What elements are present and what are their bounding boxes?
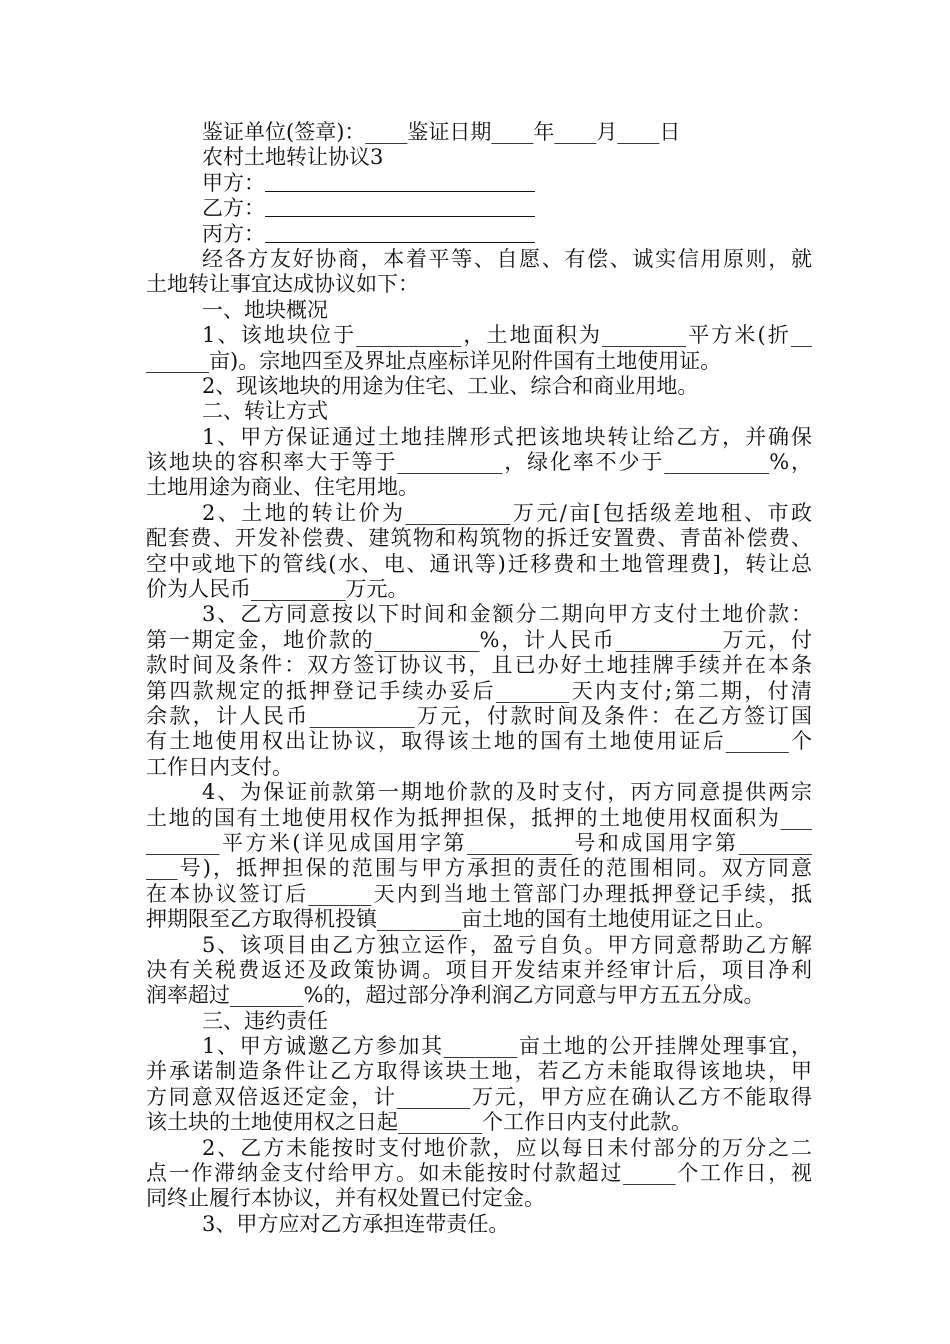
section-1-clause-1 xyxy=(146,323,812,374)
text-line: 2、乙方未能按时支付地价款，应以每日未付部分的万分之二 xyxy=(202,1135,812,1160)
text-line: 配套费、开发补偿费、建筑物和构筑物的拆迁安置费、青苗补偿费、 xyxy=(146,526,812,551)
text-line: 该土块的土地使用权之日起________个工作日内支付此款。 xyxy=(146,1110,692,1135)
text-line: 土地用途为商业、住宅用地。 xyxy=(146,475,419,500)
text-line: 决有关税费返还及政策协调。项目开发结束并经审计后，项目净利 xyxy=(146,957,812,982)
section-3-clause-2 xyxy=(146,1136,812,1212)
section-1-heading: 一、地块概况 xyxy=(202,297,328,322)
section-2-clause-3 xyxy=(146,602,812,780)
text-line: 1、甲方保证通过土地挂牌形式把该地块转让给乙方，并确保 xyxy=(202,424,812,449)
text-line: 工作日内支付。 xyxy=(146,754,293,779)
party-c-line xyxy=(146,222,812,247)
section-2-clause-1 xyxy=(146,425,812,501)
text-line: 1、甲方诚邀乙方参加其_______亩土地的公开挂牌处理事宜， xyxy=(202,1034,812,1059)
document-title: 农村土地转让协议3 xyxy=(202,145,384,170)
text-line: 押期限至乙方取得机投镇________亩土地的国有土地使用证之日止。 xyxy=(146,907,776,932)
section-2-heading: 二、转让方式 xyxy=(202,399,328,424)
party-b-line xyxy=(146,196,812,221)
text-line: 4、为保证前款第一期地价款的及时支付，丙方同意提供两宗 xyxy=(202,780,812,805)
text-line: 5、该项目由乙方独立运作，盈亏自负。甲方同意帮助乙方解 xyxy=(202,932,812,957)
text-line: 价为人民币_________万元。 xyxy=(146,577,409,602)
party-a-blank xyxy=(265,172,535,192)
text-line: 3、乙方同意按以下时间和金额分二期向甲方支付土地价款： xyxy=(202,602,812,627)
party-a-line xyxy=(146,171,812,196)
section-3-heading: 三、违约责任 xyxy=(202,1008,328,1033)
text-line: ______亩)。宗地四至及界址点座标详见附件国有土地使用证。 xyxy=(146,348,722,373)
section-2-clause-4 xyxy=(146,780,812,932)
party-b-label: 乙方： xyxy=(202,196,265,221)
text-line: 经各方友好协商，本着平等、自愿、有偿、诚实信用原则，就 xyxy=(202,246,812,271)
text-line: 款时间及条件：双方签订协议书，且已办好土地挂牌手续并在本条 xyxy=(146,653,812,678)
verification-line: 鉴证单位(签章)：____鉴证日期____年____月____日 xyxy=(202,120,681,144)
text-line: ___号)，抵押担保的范围与甲方承担的责任的范围相同。双方同意 xyxy=(146,856,812,881)
section-1-clause-2: 2、现该地块的用途为住宅、工业、综合和商业用地。 xyxy=(202,373,699,398)
section-2-clause-2 xyxy=(146,501,812,603)
party-c-blank xyxy=(265,223,535,243)
text-line: 土地转让事宜达成协议如下： xyxy=(146,272,419,297)
text-line: 该地块的容积率大于等于__________，绿化率不少于__________%， xyxy=(146,450,812,475)
section-3-clause-3: 3、甲方应对乙方承担连带责任。 xyxy=(202,1211,510,1236)
text-line: 润率超过_______%的，超过部分净利润乙方同意与甲方五五分成。 xyxy=(146,983,765,1008)
section-2-clause-5 xyxy=(146,933,812,1009)
text-line: 方同意双倍返还定金，计_______万元，甲方应在确认乙方不能取得 xyxy=(146,1084,812,1109)
text-line: 第一期定金，地价款的__________%，计人民币__________万元，付 xyxy=(146,627,812,652)
party-a-label: 甲方： xyxy=(202,170,265,195)
text-line: _______平方米(详见成国用字第__________号和成国用字第_______ xyxy=(146,830,812,855)
party-c-label: 丙方： xyxy=(202,221,265,246)
text-line: 空中或地下的管线(水、电、通讯等)迁移费和土地管理费]，转让总 xyxy=(146,551,812,576)
section-3-clause-1 xyxy=(146,1034,812,1136)
text-line: 并承诺制造条件让乙方取得该块土地，若乙方未能取得该地块，甲 xyxy=(146,1059,812,1084)
text-line: 土地的国有土地使用权作为抵押担保，抵押的土地使用权面积为___ xyxy=(146,805,812,830)
text-line: 1、该地块位于__________，土地面积为________平方米(折__ xyxy=(202,323,812,348)
text-line: 在本协议签订后______天内到当地土管部门办理抵押登记手续，抵 xyxy=(146,881,812,906)
text-line: 余款，计人民币__________万元，付款时间及条件：在乙方签订国 xyxy=(146,703,812,728)
text-line: 有土地使用权出让协议，取得该土地的国有土地使用证后______个 xyxy=(146,729,812,754)
text-line: 第四款规定的抵押登记手续办妥后_______天内支付;第二期，付清 xyxy=(146,678,812,703)
text-line: 2、土地的转让价为__________万元/亩[包括级差地租、市政 xyxy=(202,500,812,525)
party-b-blank xyxy=(265,197,535,217)
text-line: 点一作滞纳金支付给甲方。如未能按时付款超过_____个工作日，视 xyxy=(146,1161,812,1186)
intro-paragraph xyxy=(146,247,812,298)
text-line: 同终止履行本协议，并有权处置已付定金。 xyxy=(146,1186,545,1211)
document-page xyxy=(146,120,812,1237)
